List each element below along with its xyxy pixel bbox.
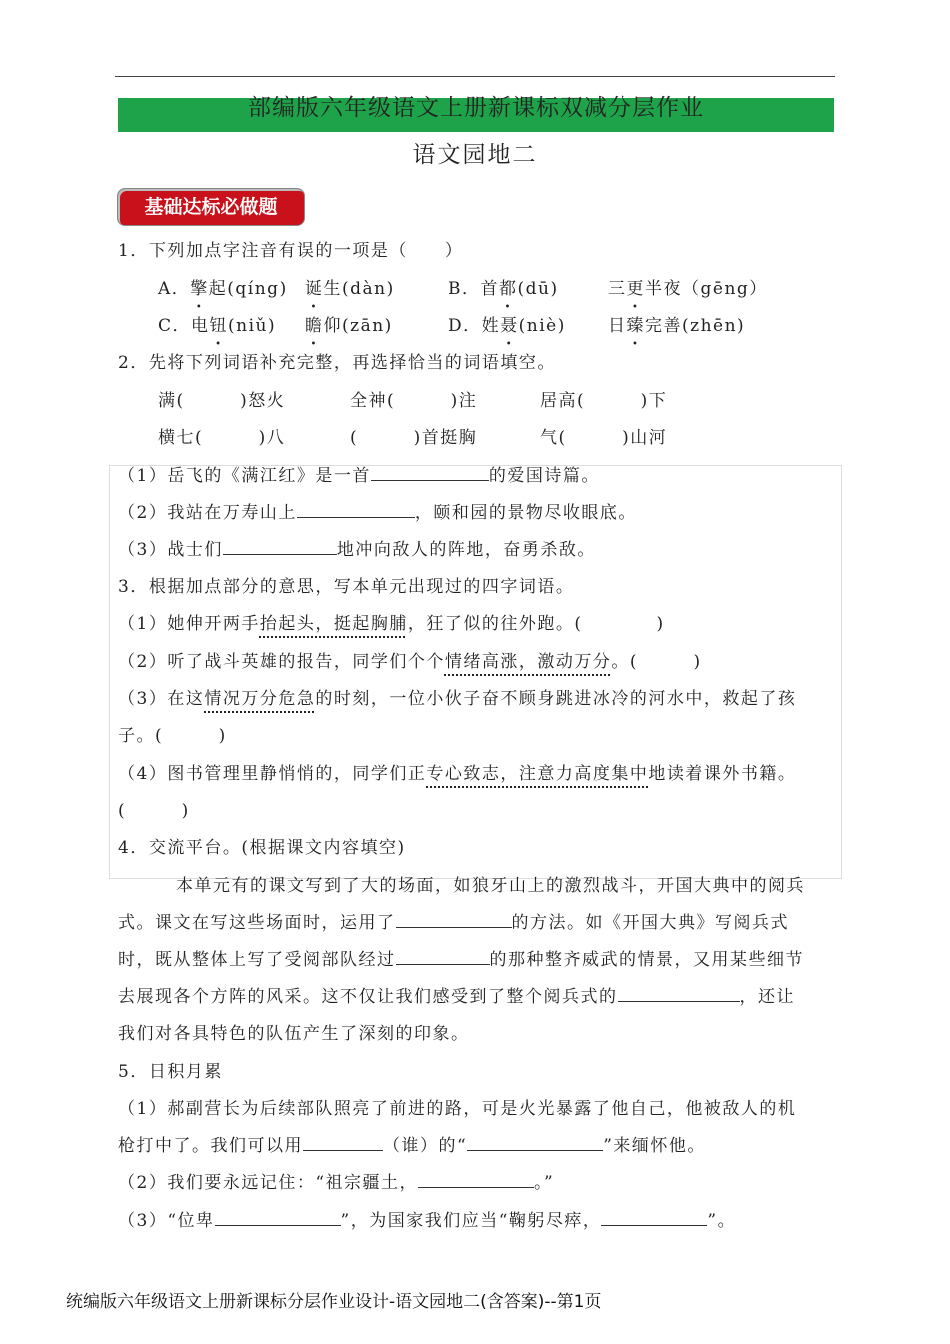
q3-sentence-4-cont: ( ): [118, 801, 190, 821]
q2-word-5: ( )首挺胸: [350, 428, 478, 448]
q3-sentence-2: （2）听了战斗英雄的报告，同学们个个情绪高涨，激动万分。( ): [118, 652, 702, 672]
q4-stem: 4．交流平台。(根据课文内容填空): [118, 838, 406, 858]
q5-sentence-3: （3）“位卑 ”，为国家我们应当“鞠躬尽瘁， ”。: [118, 1211, 737, 1231]
q1-option-b-2: 三更半夜（gēng）: [608, 279, 768, 299]
q4-para-line-5: 我们对各具特色的队伍产生了深刻的印象。: [118, 1024, 470, 1044]
q2-sentence-3: （3）战士们 地冲向敌人的阵地，奋勇杀敌。: [118, 540, 596, 560]
q1-option-a-2: 诞生(dàn): [305, 279, 395, 299]
q4-para-line-1: 本单元有的课文写到了大的场面，如狼牙山上的激烈战斗，开国大典中的阅兵: [176, 876, 805, 896]
q2-word-3: 居高( )下: [540, 391, 668, 411]
page-footer: 统编版六年级语文上册新课标分层作业设计-语文园地二(含答案)--第1页: [66, 1292, 602, 1312]
q1-option-d-2: 日臻完善(zhēn): [608, 316, 746, 336]
q2-word-4: 横七( )八: [158, 428, 286, 448]
q4-para-line-3: 时，既从整体上写了受阅部队经过 的那种整齐威武的情景，又用某些细节: [118, 950, 804, 970]
q2-stem: 2．先将下列词语补充完整，再选择恰当的词语填空。: [118, 353, 556, 373]
q2-sentence-2: （2）我站在万寿山上 ，颐和园的景物尽收眼底。: [118, 503, 637, 523]
q3-sentence-3-cont: 子。( ): [118, 726, 227, 746]
decorative-frame: [109, 465, 842, 879]
q4-para-line-2: 式。课文在写这些场面时，运用了 的方法。如《开国大典》写阅兵式: [118, 913, 789, 933]
q2-sentence-1: （1）岳飞的《满江红》是一首 的爱国诗篇。: [118, 466, 600, 486]
q1-option-b: B．首都(dū): [448, 279, 559, 299]
q3-sentence-1: （1）她伸开两手抬起头，挺起胸脯，狂了似的往外跑。( ): [118, 614, 665, 634]
q3-stem: 3．根据加点部分的意思，写本单元出现过的四字词语。: [118, 577, 575, 597]
q2-word-1: 满( )怒火: [158, 391, 286, 411]
header-rule: [115, 76, 835, 77]
page-subtitle: 语文园地二: [412, 142, 538, 168]
q5-sentence-2: （2）我们要永远记住：“祖宗疆土， 。”: [118, 1173, 555, 1193]
q1-option-c: C．电钮(niǔ): [158, 316, 277, 336]
section-badge: 基础达标必做题: [117, 188, 305, 226]
q5-sentence-1: （1）郝副营长为后续部队照亮了前进的路，可是火光暴露了他自己，他被敌人的机: [118, 1099, 797, 1119]
q1-option-c-2: 瞻仰(zān): [305, 316, 393, 336]
q5-sentence-1-cont: 枪打中了。我们可以用 （谁）的“ ”来缅怀他。: [118, 1136, 706, 1156]
q1-option-a: A．擎起(qíng): [158, 279, 288, 299]
q3-sentence-3: （3）在这情况万分危急的时刻，一位小伙子奋不顾身跳进冰冷的河水中，救起了孩: [118, 689, 797, 709]
q1-option-d: D．姓聂(niè): [448, 316, 566, 336]
q1-stem: 1．下列加点字注音有误的一项是（ ）: [118, 241, 464, 261]
q2-word-6: 气( )山河: [540, 428, 668, 448]
q3-sentence-4: （4）图书管理里静悄悄的，同学们正专心致志，注意力高度集中地读着课外书籍。: [118, 764, 797, 784]
banner-title: 部编版六年级语文上册新课标双减分层作业: [118, 98, 834, 132]
q5-stem: 5．日积月累: [118, 1062, 223, 1082]
q4-para-line-4: 去展现各个方阵的风采。这不仅让我们感受到了整个阅兵式的 ，还让: [118, 987, 795, 1007]
q2-word-2: 全神( )注: [350, 391, 478, 411]
